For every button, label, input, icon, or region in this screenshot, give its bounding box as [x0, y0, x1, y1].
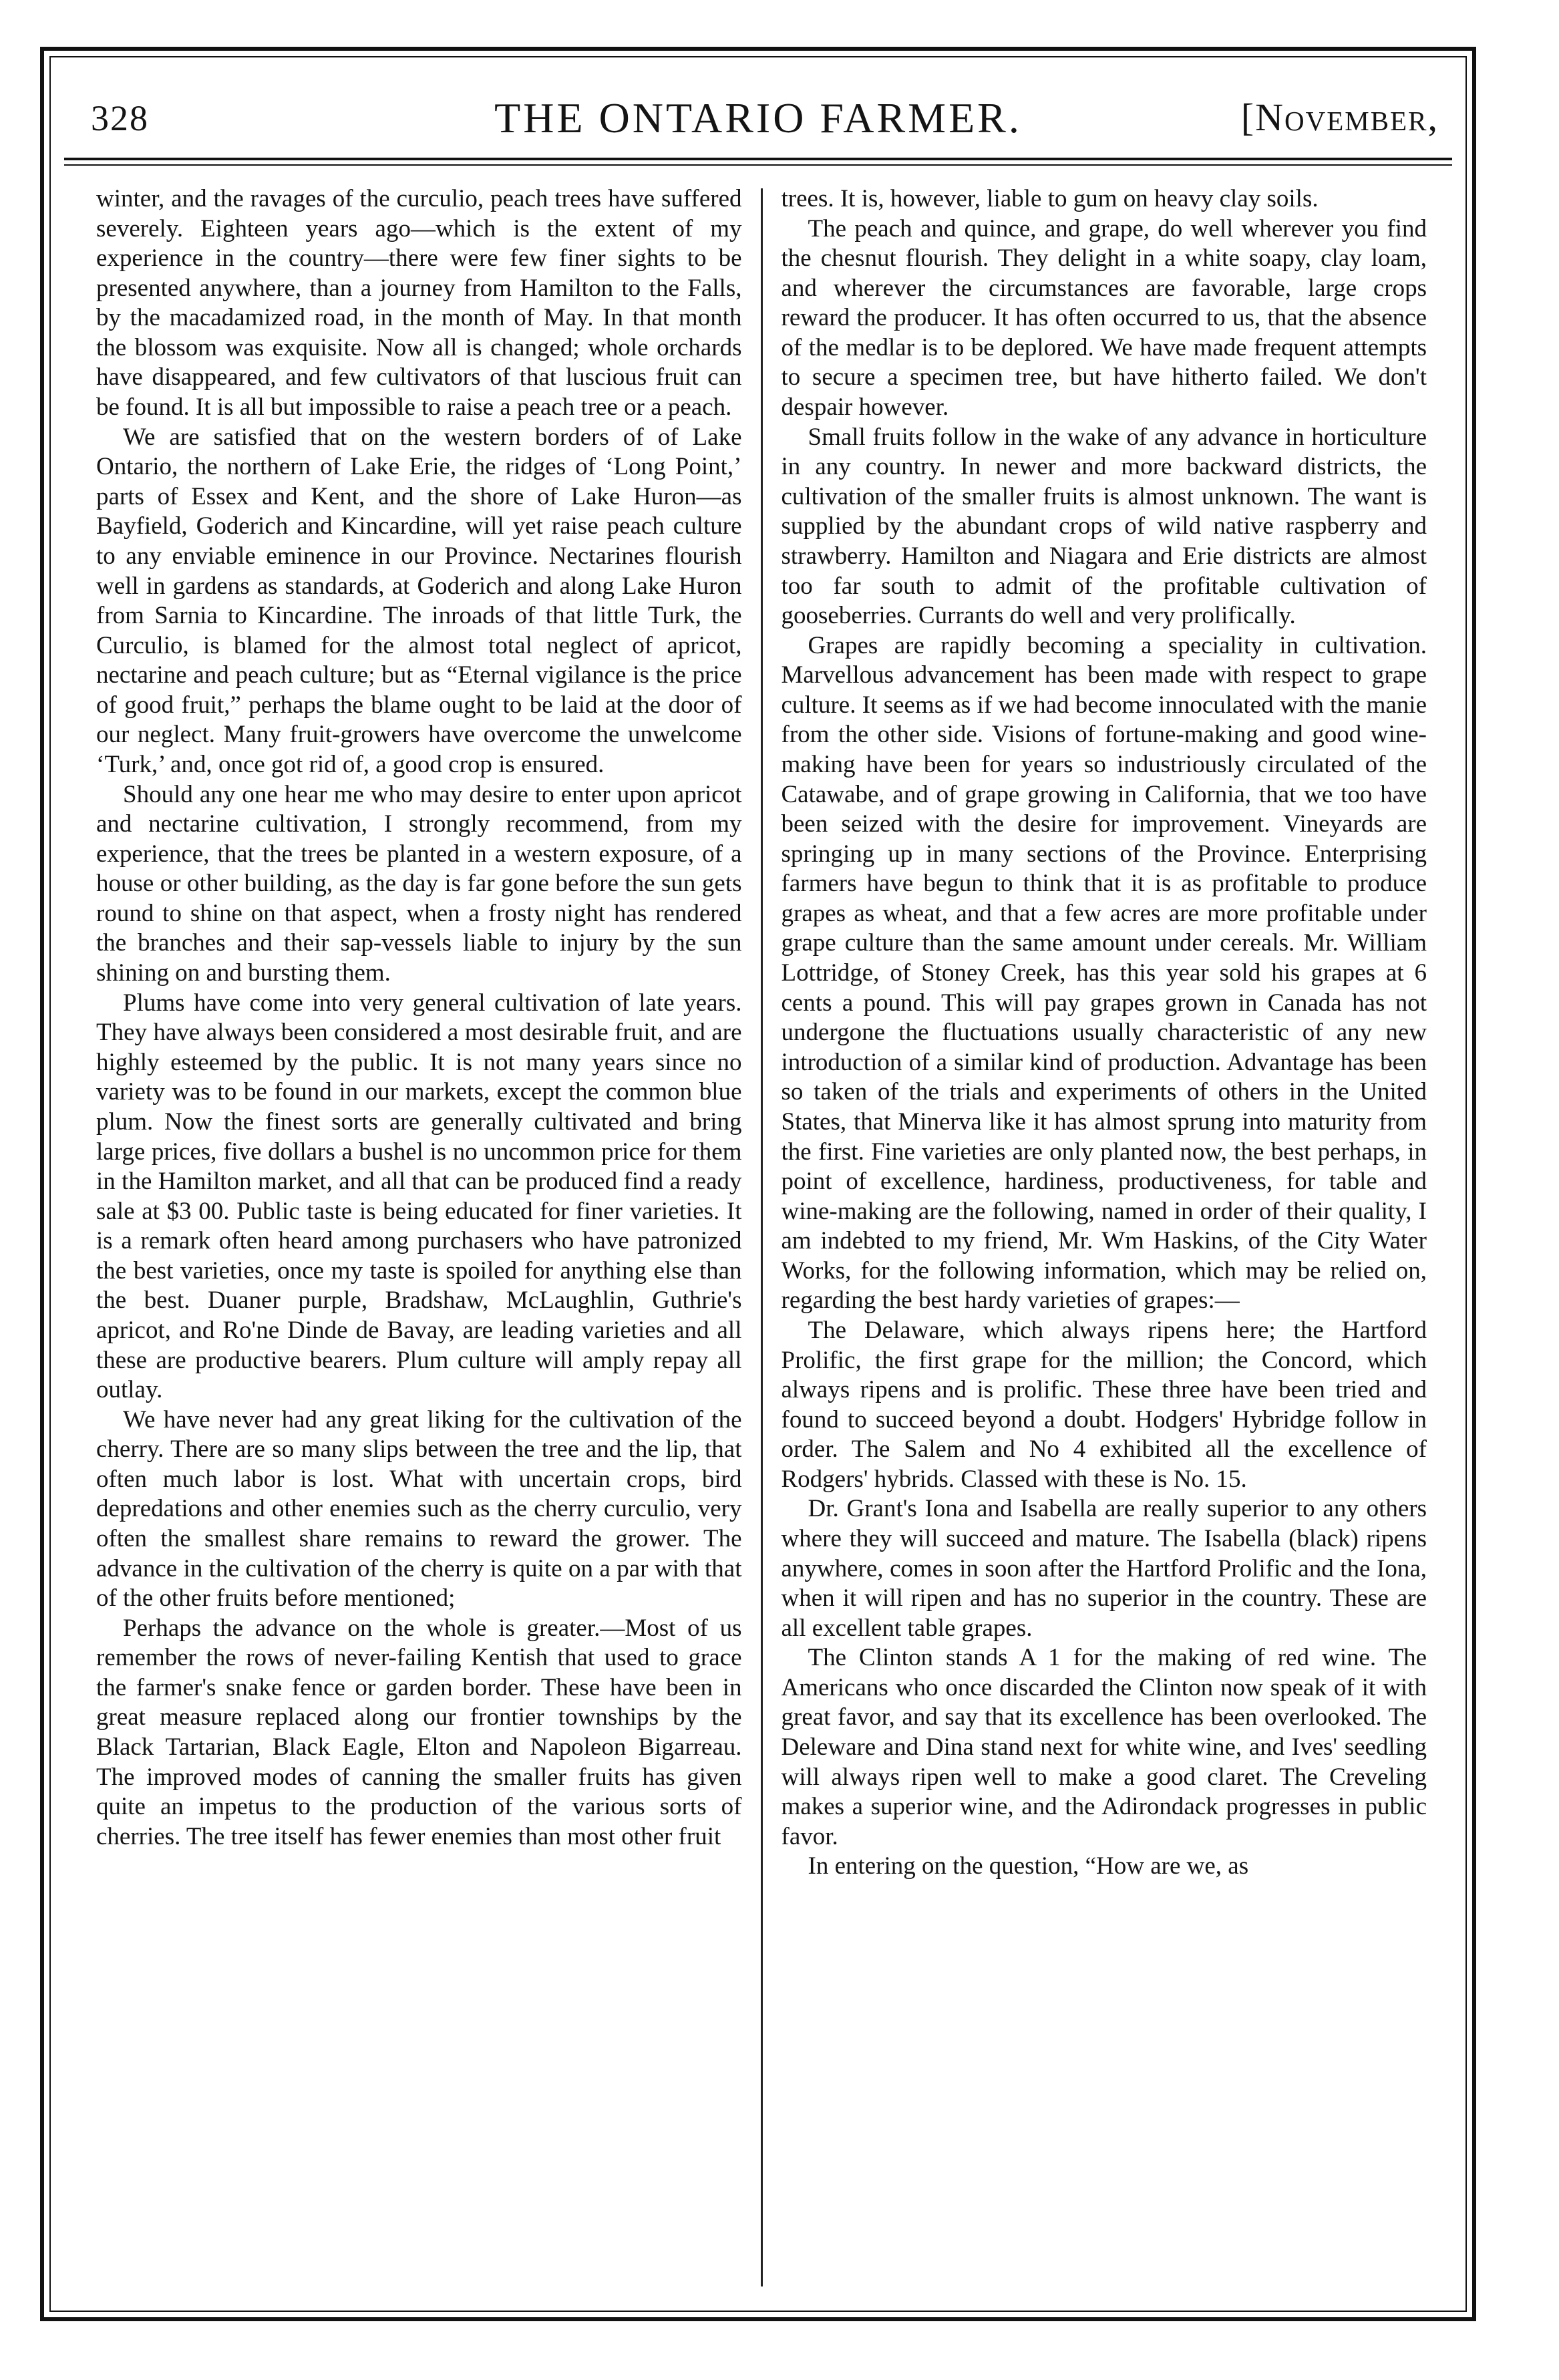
journal-title: THE ONTARIO FARMER.	[494, 94, 1022, 142]
article-columns	[77, 184, 1445, 2290]
left-paragraph: winter, and the ravages of the curculio, peach trees have suffered severely. Eighteen years ago—which is the extent of my experience in the country—there were few finer sights to be presented anywhere, than a journey from Hamilton to the Falls, by the macadamized road, in the month of May. In that month the blossom was exquisite. Now all is changed; whole orchards have disappeared, and few cultivators of that luscious fruit can be found. It is all but impossible to raise a peach tree or a peach.	[96, 185, 742, 421]
page-header	[64, 77, 1452, 160]
right-paragraph: Grapes are rapidly becoming a speciality in cultivation. Marvellous advancement has been made with respect to grape culture. It seems as if we had become innoculated with the manie from the other side. Visions of fortune-making and good wine-making have been for years so industriously circulated of the Catawabe, and of grape growing in California, that we too have been seized with the desire for improvement. Vineyards are springing up in many sections of the Province. Enterprising farmers have begun to think that it is as profitable to produce grapes as wheat, and that a few acres are more profitable under grape culture than the same amount under cereals. Mr. William Lottridge, of Stoney Creek, has this year sold his grapes at 6 cents a pound. This will pay grapes grown in Canada has not undergone the fluctuations usually characteristic of any new introduction of a similar kind of production. Advantage has been so taken of the trials and experiments of others in the United States, that Minerva like it has almost sprung into maturity from the first. Fine varieties are only planted now, the best perhaps, in point of excellence, hardiness, productiveness, for table and wine-making are the following, named in order of their quality, I am indebted to my friend, Mr. Wm Haskins, of the City Water Works, for the following information, which may be relied on, regarding the best hardy varieties of grapes:—	[781, 631, 1427, 1315]
right-paragraph: In entering on the question, “How are we, as	[808, 1852, 1249, 1880]
right-column	[763, 184, 1446, 2290]
right-paragraph: The Clinton stands A 1 for the making of red wine. The Americans who once discarded the Clinton now speak of it with great favor, and say that its excellence has been overlooked. The Deleware and Dina stand next for white wine, and Ives' seedling will always ripen well to make a good claret. The Creveling makes a superior wine, and the Adirondack progresses in public favor.	[781, 1644, 1427, 1850]
issue-month: [November,	[1240, 96, 1439, 139]
left-paragraph: Should any one hear me who may desire to enter upon apricot and nectarine cultivation, I strongly recommend, from my experience, that the trees be planted in a western exposure, of a house or other building, as the day is far gone before the sun gets round to shine on that aspect, when a frosty night has rendered the branches and their sap-vessels liable to injury by the sun shining on and bursting them.	[96, 780, 742, 987]
left-column	[77, 184, 761, 2290]
left-paragraph: Perhaps the advance on the whole is greater.—Most of us remember the rows of never-failing Kentish that used to grace the farmer's snake fence or garden border. These have been in great measure replaced along our frontier townships by the Black Tartarian, Black Eagle, Elton and Napoleon Bigarreau. The improved modes of canning the smaller fruits has given quite an impetus to the production of the various sorts of cherries. The tree itself has fewer enemies than most other fruit	[96, 1614, 742, 1850]
left-paragraph: We are satisfied that on the western borders of of Lake Ontario, the northern of Lake Erie, the ridges of ‘Long Point,’ parts of Essex and Kent, and the shore of Lake Huron—as Bayfield, Goderich and Kincardine, will yet raise peach culture to any enviable eminence in our Province. Nectarines flourish well in gardens as standards, at Goderich and along Lake Huron from Sarnia to Kincardine. The inroads of that little Turk, the Curculio, is blamed for the almost total neglect of apricot, nectarine and peach culture; but as “Eternal vigilance is the price of good fruit,” perhaps the blame ought to be laid at the door of our neglect. Many fruit-growers have overcome the unwelcome ‘Turk,’ and, once got rid of, a good crop is ensured.	[96, 423, 742, 778]
left-paragraph: Plums have come into very general cultivation of late years. They have always been considered a most desirable fruit, and are highly esteemed by the public. It is not many years since no variety was to be found in our markets, except the common blue plum. Now the finest sorts are generally cultivated and bring large prices, five dollars a bushel is no uncommon price for them in the Hamilton market, and all that can be produced find a ready sale at $3 00. Public taste is being educated for finer varieties. It is a remark often heard among purchasers who have patronized the best varieties, once my taste is spoiled for anything else than the best. Duaner purple, Bradshaw, McLaughlin, Guthrie's apricot, and Ro'ne Dinde de Bavay, are leading varieties and all these are productive bearers. Plum culture will amply repay all outlay.	[96, 989, 742, 1404]
header-rule	[64, 164, 1452, 166]
page-number: 328	[91, 98, 149, 138]
right-paragraph: Small fruits follow in the wake of any advance in horticulture in any country. In newer and more backward districts, the cultivation of the smaller fruits is almost unknown. The want is supplied by the abundant crops of wild native raspberry and strawberry. Hamilton and Niagara and Erie districts are almost too far south to admit of the profitable cultivation of gooseberries. Currants do well and very prolifically.	[781, 423, 1427, 630]
newspaper-page	[40, 47, 1476, 2321]
right-paragraph: The Delaware, which always ripens here; the Hartford Prolific, the first grape for the million; the Concord, which always ripens and is prolific. These three have been tried and found to succeed beyond a doubt. Hodgers' Hybridge follow in order. The Salem and No 4 exhibited all the excellence of Rodgers' hybrids. Classed with these is No. 15.	[781, 1316, 1427, 1493]
right-paragraph: Dr. Grant's Iona and Isabella are really superior to any others where they will succeed and mature. The Isabella (black) ripens anywhere, comes in soon after the Hartford Prolific and the Iona, when it will ripen and has no superior in the country. These are all excellent table grapes.	[781, 1495, 1427, 1642]
right-paragraph: trees. It is, however, liable to gum on heavy clay soils.	[781, 185, 1319, 212]
left-paragraph: We have never had any great liking for the cultivation of the cherry. There are so many slips between the tree and the lip, that often much labor is lost. What with uncertain crops, bird depredations and other enemies such as the cherry curculio, very often the smallest share remains to reward the grower. The advance in the cultivation of the cherry is quite on a par with that of the other fruits before mentioned;	[96, 1405, 742, 1612]
right-paragraph: The peach and quince, and grape, do well wherever you find the chesnut flourish. They delight in a white soapy, clay loam, and wherever the circumstances are favorable, large crops reward the producer. It has often occurred to us, that the absence of the medlar is to be deplored. We have made frequent attempts to secure a specimen tree, but have hitherto failed. We don't despair however.	[781, 214, 1427, 421]
